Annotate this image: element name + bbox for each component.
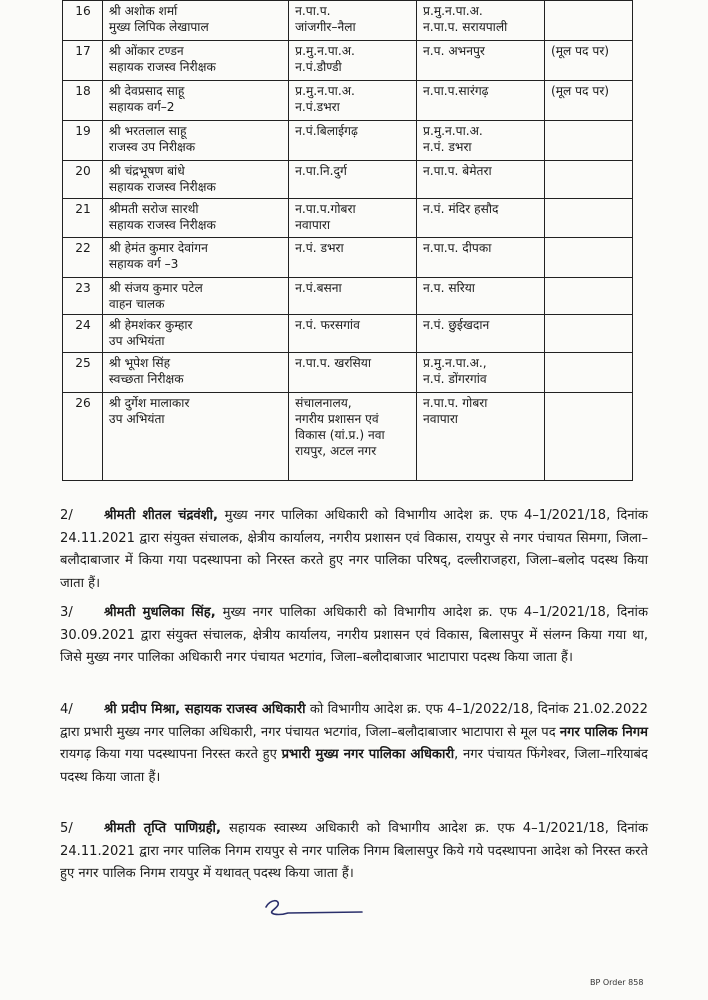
bold-phrase: नगर पालिक निगम — [559, 724, 649, 740]
remark-cell: (मूल पद पर) — [544, 41, 632, 81]
bold-phrase: प्रभारी मुख्य नगर पालिका अधिकारी — [281, 747, 455, 762]
serial-number-cell: 20 — [63, 161, 103, 199]
employee-cell — [102, 121, 288, 161]
remark-cell — [544, 238, 632, 278]
to-posting-cell — [417, 238, 545, 278]
remark-cell — [544, 161, 632, 199]
serial-number-cell: 24 — [63, 315, 103, 353]
from-posting-line: विकास (यां.प्र.) नवा — [295, 428, 385, 442]
employee-name: श्री दुर्गेश मालाकार — [108, 396, 190, 410]
from-posting-line: न.पा.प.गोबरा — [295, 202, 356, 216]
to-posting-cell — [417, 81, 545, 121]
table-row — [63, 121, 633, 161]
table-row — [63, 161, 633, 199]
person-name: श्री प्रदीप मिश्रा, सहायक राजस्व अधिकारी — [104, 702, 306, 717]
to-posting-cell — [417, 315, 545, 353]
paragraph-text: मुख्य नगर पालिका अधिकारी को विभागीय आदेश क्र. एफ 4–1/2021/18, दिनांक 30.09.2021 द्वारा संयुक्त संचालक, क्षेत्रीय कार्यालय, नगरीय प्रशासन एवं विकास, बिलासपुर में संलग्न किया गया था, जिसे मुख्य नगर पालिका अधिकारी नगर पंचायत भटगांव, जिला–बलौदाबाजार भाटापारा पदस्थ किया जाता हैं। — [60, 605, 648, 665]
employee-name: श्री ओंकार टण्डन — [108, 44, 184, 58]
to-posting-cell — [417, 121, 545, 161]
from-posting-line: प्र.मु.न.पा.अ. — [295, 44, 355, 58]
from-posting-line: न.पं. फरसगांव — [295, 318, 360, 332]
to-posting-line: न.पं. डोंगरगांव — [423, 372, 487, 386]
from-posting-cell — [289, 41, 417, 81]
from-posting-line: न.पं.डौण्डी — [295, 60, 342, 74]
from-posting-cell — [289, 161, 417, 199]
remark-cell — [544, 1, 632, 41]
to-posting-line: न.पं. छुईखदान — [423, 318, 490, 332]
to-posting-cell — [417, 1, 545, 41]
table-row — [63, 278, 633, 315]
from-posting-cell — [289, 1, 417, 41]
from-posting-cell — [289, 238, 417, 278]
employee-cell — [102, 238, 288, 278]
serial-number-cell: 23 — [63, 278, 103, 315]
to-posting-line: न.पा.प. दीपका — [423, 241, 492, 255]
employee-designation: सहायक राजस्व निरीक्षक — [108, 60, 216, 74]
signature-mark — [258, 895, 368, 921]
employee-designation: सहायक राजस्व निरीक्षक — [108, 180, 216, 194]
from-posting-cell — [289, 199, 417, 238]
paragraph-5 — [60, 818, 648, 886]
employee-cell — [102, 199, 288, 238]
serial-number-cell: 21 — [63, 199, 103, 238]
from-posting-line: रायपुर, अटल नगर — [295, 444, 377, 458]
paragraph-text: , नगर पंचायत फिंगेश्वर, जिला–गरियाबंद पदस्थ किया जाता हैं। — [60, 747, 648, 785]
to-posting-line: न.पा.प. बेमेतरा — [423, 164, 492, 178]
remark-cell: (मूल पद पर) — [544, 81, 632, 121]
employee-name: श्री भूपेश सिंह — [108, 356, 171, 370]
remark-cell — [544, 278, 632, 315]
serial-number-cell: 26 — [63, 393, 103, 481]
person-name: श्रीमती शीतल चंद्रवंशी, — [104, 508, 218, 523]
remark-cell — [544, 199, 632, 238]
to-posting-line: न.पा.प. गोबरा — [423, 396, 488, 410]
from-posting-cell — [289, 353, 417, 393]
to-posting-line: प्र.मु.न.पा.अ., — [423, 356, 487, 370]
to-posting-line: न.पं. मंदिर हसौद — [423, 202, 499, 216]
paragraph-text: को विभागीय आदेश क्र. एफ 4–1/2022/18, दिनांक 21.02.2022 द्वारा प्रभारी मुख्य नगर पालिका अधिकारी, नगर पंचायत भटगांव, जिला–बलौदाबाजार भाटापारा से मूल पद — [60, 702, 648, 740]
employee-designation: उप अभियंता — [108, 334, 165, 348]
remark-cell — [544, 315, 632, 353]
paragraph-number: 4/ — [60, 702, 73, 717]
to-posting-cell — [417, 41, 545, 81]
from-posting-line: नगरीय प्रशासन एवं — [295, 412, 379, 426]
to-posting-cell — [417, 161, 545, 199]
table-row — [63, 315, 633, 353]
employee-designation: सहायक वर्ग–2 — [108, 100, 175, 114]
person-name: श्रीमती मुधलिका सिंह, — [104, 605, 216, 620]
employee-designation: उप अभियंता — [108, 412, 165, 426]
employee-cell — [102, 161, 288, 199]
to-posting-line: प्र.मु.न.पा.अ. — [423, 124, 483, 138]
from-posting-line: न.पं. डभरा — [295, 241, 344, 255]
table-row — [63, 238, 633, 278]
employee-name: श्री देवप्रसाद साहू — [108, 84, 185, 98]
from-posting-line: न.पा.प. खरसिया — [295, 356, 371, 370]
employee-cell — [102, 353, 288, 393]
table-row — [63, 41, 633, 81]
to-posting-cell — [417, 353, 545, 393]
to-posting-line: न.पा.प. सरायपाली — [423, 20, 508, 34]
footer-label: BP Order 858 — [590, 978, 644, 987]
employee-cell — [102, 81, 288, 121]
serial-number-cell: 19 — [63, 121, 103, 161]
table-row — [63, 393, 633, 481]
to-posting-line: न.प. अभनपुर — [423, 44, 485, 58]
employee-name: श्रीमती सरोज सारथी — [108, 202, 199, 216]
paragraph-2 — [60, 505, 648, 595]
paragraph-4 — [60, 699, 648, 789]
employee-cell — [102, 278, 288, 315]
employee-cell — [102, 315, 288, 353]
paragraph-number: 3/ — [60, 605, 73, 620]
to-posting-cell — [417, 393, 545, 481]
from-posting-line: जांजगीर–नैला — [295, 20, 356, 34]
paragraph-number: 5/ — [60, 821, 73, 836]
remark-cell — [544, 393, 632, 481]
to-posting-line: न.प. सरिया — [423, 281, 475, 295]
from-posting-cell — [289, 81, 417, 121]
employee-designation: वाहन चालक — [108, 297, 165, 311]
from-posting-cell — [289, 121, 417, 161]
from-posting-line: न.पा.प. — [295, 4, 331, 18]
table-row — [63, 1, 633, 41]
table-row — [63, 353, 633, 393]
to-posting-line: न.पं. डभरा — [423, 140, 472, 154]
serial-number-cell: 22 — [63, 238, 103, 278]
paragraph-3 — [60, 602, 648, 670]
employee-cell — [102, 41, 288, 81]
employee-designation: मुख्य लिपिक लेखापाल — [108, 20, 209, 34]
employee-name: श्री संजय कुमार पटेल — [108, 281, 203, 295]
table-row — [63, 199, 633, 238]
from-posting-line: संचालनालय, — [295, 396, 352, 410]
employee-designation: राजस्व उप निरीक्षक — [108, 140, 196, 154]
employee-designation: स्वच्छता निरीक्षक — [108, 372, 184, 386]
from-posting-line: न.पं.बसना — [295, 281, 342, 295]
from-posting-cell — [289, 315, 417, 353]
from-posting-line: नवापारा — [295, 218, 331, 232]
from-posting-cell — [289, 278, 417, 315]
employee-cell — [102, 393, 288, 481]
person-name: श्रीमती तृप्ति पाणिग्रही, — [104, 821, 221, 836]
paragraph-text: रायगढ़ किया गया पदस्थापना निरस्त करते हुए — [60, 747, 282, 762]
remark-cell — [544, 353, 632, 393]
serial-number-cell: 17 — [63, 41, 103, 81]
employee-designation: सहायक राजस्व निरीक्षक — [108, 218, 216, 232]
employee-name: श्री हेमशंकर कुम्हार — [108, 318, 193, 332]
employee-name: श्री भरतलाल साहू — [108, 124, 187, 138]
employee-name: श्री अशोक शर्मा — [108, 4, 178, 18]
to-posting-line: नवापारा — [423, 412, 458, 426]
employee-name: श्री चंद्रभूषण बांधे — [108, 164, 185, 178]
paragraph-number: 2/ — [60, 508, 73, 523]
table-row — [63, 81, 633, 121]
to-posting-cell — [417, 199, 545, 238]
to-posting-cell — [417, 278, 545, 315]
from-posting-cell — [289, 393, 417, 481]
serial-number-cell: 16 — [63, 1, 103, 41]
remark-cell — [544, 121, 632, 161]
to-posting-line: न.पा.प.सारंगढ़ — [423, 84, 489, 98]
employee-name: श्री हेमंत कुमार देवांगन — [108, 241, 208, 255]
from-posting-line: प्र.मु.न.पा.अ. — [295, 84, 355, 98]
table-body — [63, 1, 633, 481]
serial-number-cell: 18 — [63, 81, 103, 121]
paragraph-text: सहायक स्वास्थ्य अधिकारी को विभागीय आदेश क्र. एफ 4–1/2021/18, दिनांक 24.11.2021 द्वारा नगर पालिक निगम रायपुर से नगर पालिक निगम बिलासपुर किये गये पदस्थापना आदेश को निरस्त करते हुए नगर पालिक निगम रायपुर में यथावत् पदस्थ किया जाता हैं। — [60, 821, 648, 881]
from-posting-line: न.पं.डभरा — [295, 100, 340, 114]
from-posting-line: न.पं.बिलाईगढ़ — [295, 124, 358, 138]
serial-number-cell: 25 — [63, 353, 103, 393]
transfer-table — [62, 0, 633, 481]
employee-cell — [102, 1, 288, 41]
from-posting-line: न.पा.नि.दुर्ग — [295, 164, 347, 178]
to-posting-line: प्र.मु.न.पा.अ. — [423, 4, 483, 18]
paragraph-text: मुख्य नगर पालिका अधिकारी को विभागीय आदेश क्र. एफ 4–1/2021/18, दिनांक 24.11.2021 द्वारा संयुक्त संचालक, क्षेत्रीय कार्यालय, नगरीय प्रशासन एवं विकास, रायपुर से नगर पंचायत सिमगा, जिला–बलौदाबाजार में किया गया पदस्थापना को निरस्त करते हुए नगर पालिका परिषद्, दल्लीराजहरा, जिला–बलोद पदस्थ किया जाता हैं। — [60, 508, 648, 591]
employee-designation: सहायक वर्ग –3 — [108, 257, 179, 271]
